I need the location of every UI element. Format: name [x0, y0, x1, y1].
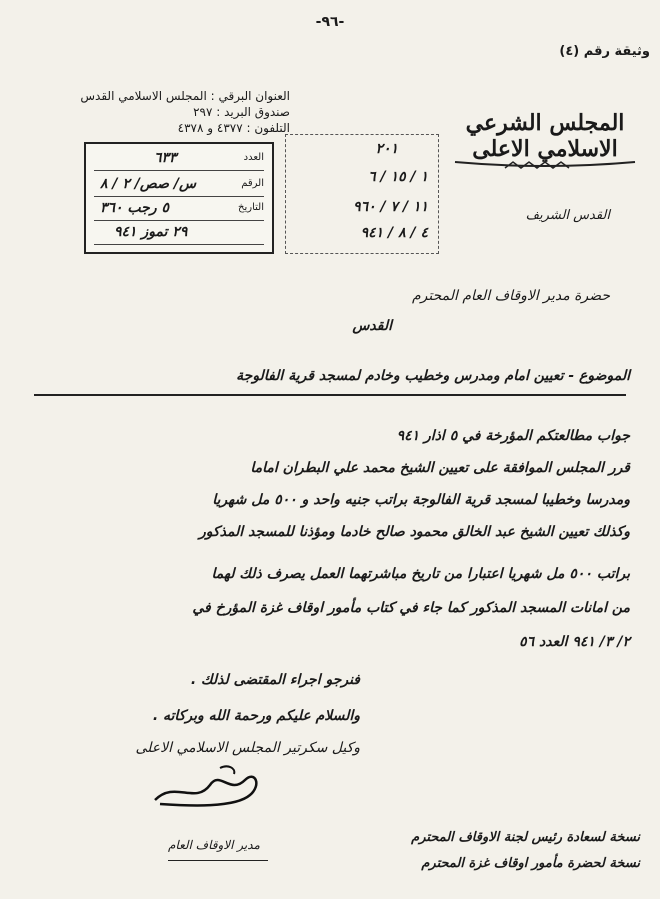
body-line: ومدرسا وخطيبا لمسجد قرية الفالوجة براتب جنيه واحد و ٥٠٠ مل شهريا — [212, 492, 630, 508]
body-line: براتب ٥٠٠ مل شهريا اعتبارا من تاريخ مباشرتهما العمل يصرف ذلك لهما — [211, 566, 630, 582]
ref-code-value: س/ صص/ ٢ / ٨ — [100, 176, 197, 192]
stamp-line-1: ٢٠١ — [375, 141, 398, 157]
reference-box — [84, 142, 274, 254]
handwritten-note: مدير الاوقاف العام — [168, 838, 260, 852]
city-line: القدس الشريف — [525, 208, 610, 223]
phone-numbers: التلفون : ٤٣٧٧ و ٤٣٧٨ — [177, 121, 290, 135]
body-line: قرر المجلس الموافقة على تعيين الشيخ محمد علي البطران اماما — [250, 460, 630, 476]
handwritten-underline — [168, 860, 268, 861]
ref-row-number — [94, 148, 264, 171]
received-stamp — [285, 134, 439, 254]
ref-number-label: العدد — [243, 152, 264, 163]
stamp-line-4: ٤ / ٨ / ٩٤١ — [360, 225, 428, 241]
copy-line: نسخة لسعادة رئيس لجنة الاوقاف المحترم — [411, 830, 640, 845]
ref-hijri-date: ٥ رجب ٣٦٠ — [100, 200, 170, 216]
subject-line: الموضوع - تعيين امام ومدرس وخطيب وخادم لمسجد قرية الفالوجة — [236, 368, 630, 384]
ref-row-gregorian — [94, 222, 264, 245]
telegraph-address: العنوان البرقي : المجلس الاسلامي القدس — [80, 89, 290, 103]
document-number: وثيقة رقم (٤) — [559, 44, 650, 59]
page-number: -٩٦- — [315, 14, 345, 30]
closing-greeting: والسلام عليكم ورحمة الله وبركاته . — [152, 708, 360, 724]
ref-number-value: ٦٣٣ — [154, 150, 177, 166]
signature-icon — [150, 760, 270, 810]
ref-row-code — [94, 174, 264, 197]
body-line: من امانات المسجد المذكور كما جاء في كتاب مأمور اوقاف غزة المؤرخ في — [192, 600, 630, 616]
po-box: صندوق البريد : ٢٩٧ — [193, 105, 290, 119]
ref-code-label: الرقم — [241, 178, 264, 189]
body-line: وكذلك تعيين الشيخ عبد الخالق محمود صالح خادما ومؤذنا للمسجد المذكور — [198, 524, 630, 540]
stamp-line-3: ١١ / ٧ / ٩٦٠ — [353, 199, 428, 215]
closing-request: فنرجو اجراء المقتضى لذلك . — [190, 672, 360, 688]
ref-gregorian-date: ٢٩ تموز ٩٤١ — [114, 224, 188, 240]
ref-date-label: التاريخ — [238, 202, 264, 213]
body-line: ٢/ ٣/ ٩٤١ العدد ٥٦ — [519, 634, 630, 650]
body-line: جواب مطالعتكم المؤرخة في ٥ اذار ٩٤١ — [396, 428, 630, 444]
ref-row-hijri — [94, 198, 264, 221]
copy-line: نسخة لحضرة مأمور اوقاف غزة المحترم — [421, 856, 640, 871]
addressee: حضرة مدير الاوقاف العام المحترم — [412, 288, 610, 304]
stamp-line-2: ١ / ١٥ / ٦ — [368, 169, 428, 185]
signatory-title: وكيل سكرتير المجلس الاسلامي الاعلى — [135, 740, 360, 756]
seal-text: المجلس الشرعي الاسلامي الاعلى — [465, 110, 625, 162]
address-city: القدس — [352, 318, 392, 334]
subject-divider — [34, 394, 626, 396]
council-seal — [445, 92, 645, 172]
header-info — [80, 88, 290, 136]
